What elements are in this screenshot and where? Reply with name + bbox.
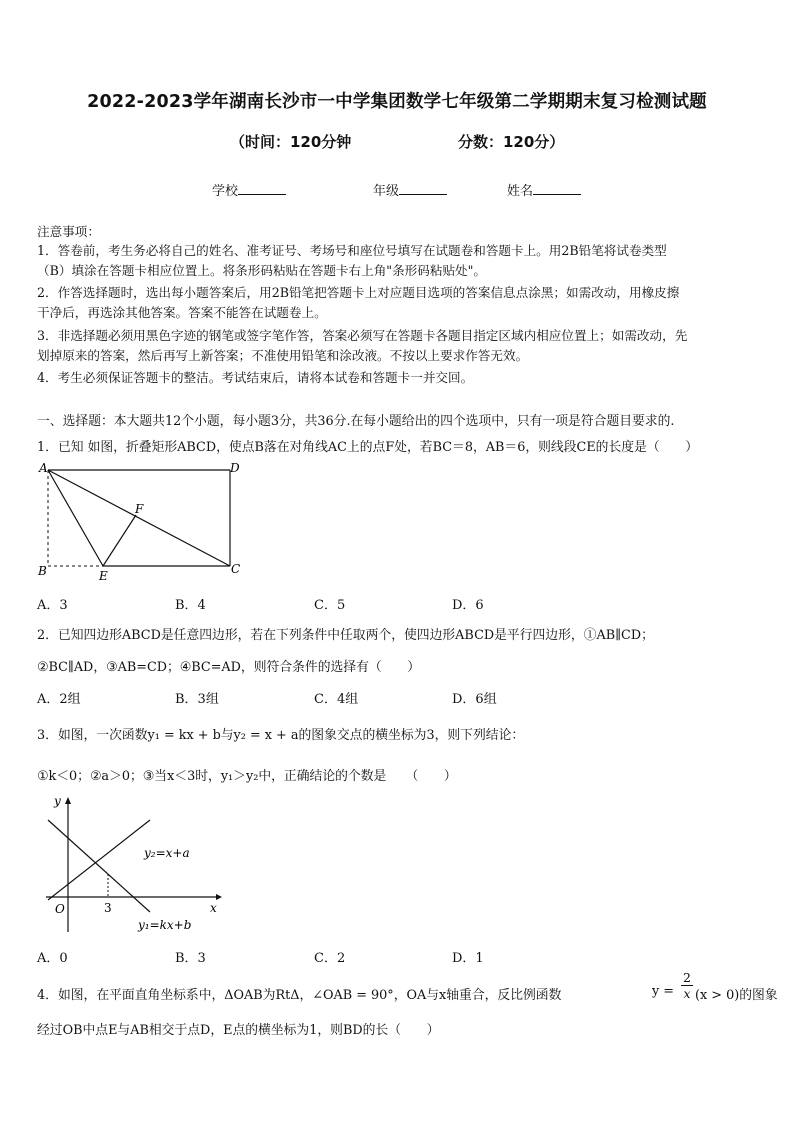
- q1-option-b[interactable]: B．4: [175, 598, 206, 613]
- name-field: [507, 180, 581, 199]
- label-b: B: [38, 564, 47, 578]
- q1-option-d[interactable]: D．6: [452, 598, 484, 613]
- q3-option-b[interactable]: B．3: [175, 951, 206, 966]
- y1-label: y₁=kx+b: [138, 918, 192, 932]
- notes-heading: 注意事项：: [37, 224, 100, 239]
- q1-option-a[interactable]: A．3: [37, 598, 68, 613]
- school-label: 学校: [212, 184, 239, 199]
- section-heading: 一、选择题：本大题共12个小题，每小题3分，共36分.在每小题给出的四个选项中，只有一项是符合题目要求的.: [37, 414, 675, 429]
- question-4-y-equals: y =: [652, 984, 675, 999]
- label-f: F: [135, 502, 144, 516]
- notes-line: 干净后，再选涂其他答案。答案不能答在试题卷上。: [37, 305, 327, 320]
- y-axis-label: y: [54, 794, 61, 808]
- grade-blank[interactable]: [399, 182, 447, 195]
- label-a: A: [39, 461, 48, 475]
- q2-option-c[interactable]: C．4组: [314, 692, 359, 707]
- q3-option-d[interactable]: D．1: [452, 951, 484, 966]
- linear-functions-graph: [38, 790, 228, 938]
- question-2-line1: 2．已知四边形ABCD是任意四边形，若在下列条件中任取两个，使四边形ABCD是平行四边形，①AB∥CD；: [37, 628, 654, 643]
- question-4-line2: 经过OB中点E与AB相交于点D，E点的横坐标为1，则BD的长（ ）: [37, 1023, 440, 1038]
- school-blank[interactable]: [238, 182, 286, 195]
- question-4-line1a: 4．如图，在平面直角坐标系中，ΔOAB为RtΔ，∠OAB = 90°，OA与x轴重合，反比例函数: [37, 988, 562, 1003]
- q3-option-a[interactable]: A．0: [37, 951, 68, 966]
- rectangle-fold-figure: [35, 458, 250, 586]
- notes-line: 1．答卷前，考生务必将自己的姓名、准考证号、考场号和座位号填写在试题卷和答题卡上。用2B铅笔将试卷类型: [37, 243, 667, 258]
- notes-line: 划掉原来的答案，然后再写上新答案；不准使用铅笔和涂改液。不按以上要求作答无效。: [37, 348, 529, 363]
- origin-label: O: [55, 902, 65, 916]
- q1-option-c[interactable]: C．5: [314, 598, 346, 613]
- notes-line: 2．作答选择题时，选出每小题答案后，用2B铅笔把答题卡上对应题目选项的答案信息点涂黑；如需改动，用橡皮擦: [37, 285, 680, 300]
- q3-option-c[interactable]: C．2: [314, 951, 346, 966]
- x-axis-label: x: [210, 901, 217, 915]
- tick-label-3: 3: [104, 901, 112, 915]
- y2-label: y₂=x+a: [144, 846, 190, 860]
- exam-time: （时间：120分钟: [230, 133, 352, 151]
- label-c: C: [231, 562, 241, 576]
- question-4-line1b: (x > 0)的图象: [695, 988, 778, 1003]
- name-label: 姓名: [507, 184, 534, 199]
- notes-line: 4．考生必须保证答题卡的整洁。考试结束后，请将本试卷和答题卡一并交回。: [37, 370, 474, 385]
- school-field: [212, 180, 286, 199]
- fraction: [681, 970, 693, 1001]
- page-title: 2022-2023学年湖南长沙市一中学集团数学七年级第二学期期末复习检测试题: [87, 92, 707, 112]
- name-blank[interactable]: [533, 182, 581, 195]
- exam-score: 分数：120分）: [458, 133, 565, 151]
- label-e: E: [99, 569, 108, 583]
- grade-label: 年级: [373, 184, 400, 199]
- q2-option-a[interactable]: A．2组: [37, 692, 81, 707]
- q2-option-b[interactable]: B．3组: [175, 692, 219, 707]
- fraction-numerator: 2: [681, 970, 693, 986]
- label-d: D: [230, 461, 240, 475]
- q2-option-d[interactable]: D．6组: [452, 692, 497, 707]
- question-2-line2: ②BC∥AD，③AB=CD；④BC=AD，则符合条件的选择有（ ）: [37, 660, 421, 675]
- grade-field: [373, 180, 447, 199]
- question-1-text: 1．已知 如图，折叠矩形ABCD，使点B落在对角线AC上的点F处，若BC＝8，AB＝6，则线段CE的长度是（ ）: [37, 440, 699, 455]
- fraction-denominator: x: [683, 986, 691, 1001]
- question-3-line1: 3．如图，一次函数y₁ = kx + b与y₂ = x + a的图象交点的横坐标为3，则下列结论：: [37, 728, 525, 743]
- question-3-line2: ①k＜0；②a＞0；③当x＜3时，y₁＞y₂中，正确结论的个数是 （ ）: [37, 769, 457, 784]
- notes-line: 3．非选择题必须用黑色字迹的钢笔或签字笔作答，答案必须写在答题卡各题目指定区域内相应位置上；如需改动，先: [37, 328, 688, 343]
- notes-line: （B）填涂在答题卡相应位置上。将条形码粘贴在答题卡右上角"条形码粘贴处"。: [37, 263, 487, 278]
